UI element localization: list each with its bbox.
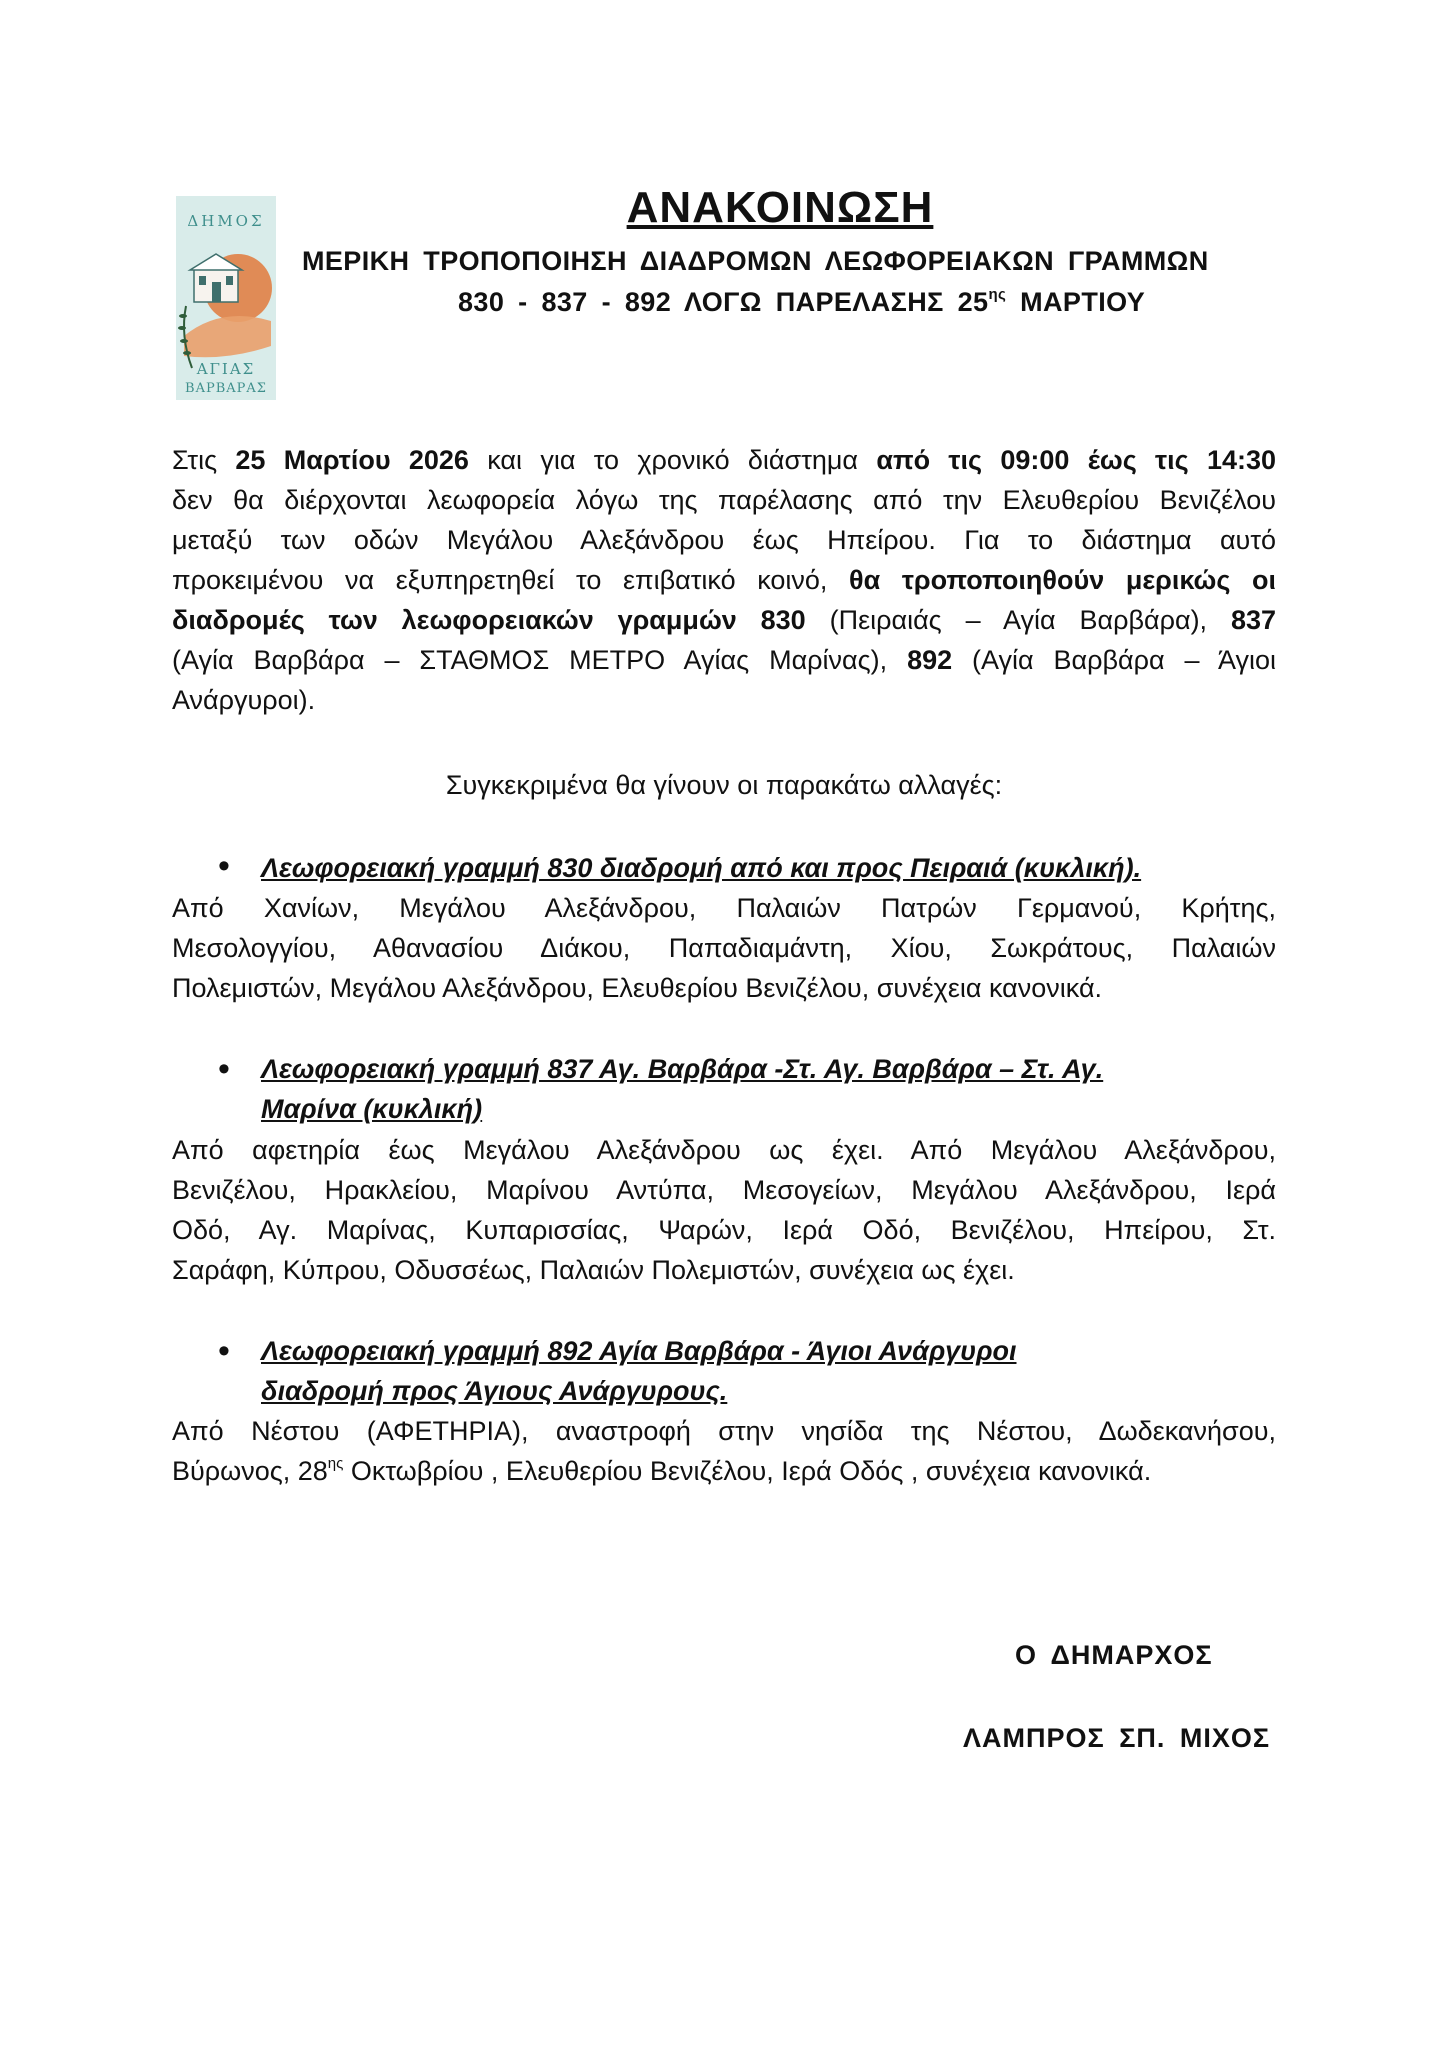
- route-line: Μεσολογγίου, Αθανασίου Διάκου, Παπαδιαμάντη, Χίου, Σωκράτους, Παλαιών: [172, 933, 1276, 963]
- route-892-heading-2: διαδρομή προς Άγιους Ανάργυρους.: [261, 1376, 728, 1406]
- subtitle-line-2-month: ΜΑΡΤΙΟΥ: [1006, 287, 1146, 317]
- route-line: Σαράφη, Κύπρου, Οδυσσέως, Παλαιών Πολεμιστών, συνέχεια ως έχει.: [172, 1255, 1015, 1285]
- route-number: 837: [1230, 605, 1277, 635]
- route-892-heading-1: Λεωφορειακή γραμμή 892 Αγία Βαρβάρα - Άγιοι Ανάργυροι: [261, 1336, 1017, 1366]
- intro-text: και για το χρονικό διάστημα: [468, 445, 877, 475]
- bullet-icon: •: [218, 1050, 230, 1088]
- route-text: Βύρωνος, 28: [172, 1456, 328, 1486]
- route-line: Από Νέστου (ΑΦΕΤΗΡΙΑ), αναστροφή στην νησίδα της Νέστου, Δωδεκανήσου,: [172, 1416, 1276, 1446]
- signature-role: Ο ΔΗΜΑΡΧΟΣ: [1015, 1640, 1213, 1670]
- intro-text: (Αγία Βαρβάρα – ΣΤΑΘΜΟΣ ΜΕΤΡΟ Αγίας Μαρίνας),: [172, 645, 908, 675]
- route-text: Οκτωβρίου , Ελευθερίου Βενιζέλου, Ιερά Οδός , συνέχεια κανονικά.: [343, 1456, 1152, 1486]
- route-number: 892: [907, 645, 953, 675]
- intro-text: Στις: [172, 445, 236, 475]
- subtitle-line-2-text: 830 - 837 - 892 ΛΟΓΩ ΠΑΡΕΛΑΣΗΣ 25: [458, 287, 989, 317]
- route-line: Βενιζέλου, Ηρακλείου, Μαρίνου Αντύπα, Μεσογείων, Μεγάλου Αλεξάνδρου, Ιερά: [172, 1175, 1276, 1205]
- date-text: 25 Μαρτίου 2026: [235, 445, 469, 475]
- route-830-heading: Λεωφορειακή γραμμή 830 διαδρομή από και προς Πειραιά (κυκλική).: [261, 853, 1142, 883]
- ordinal-superscript: ης: [327, 1455, 344, 1472]
- intro-line: μεταξύ των οδών Μεγάλου Αλεξάνδρου έως Ηπείρου. Για το διάστημα αυτό: [172, 525, 1276, 555]
- subtitle-line-1: ΜΕΡΙΚΗ ΤΡΟΠΟΠΟΙΗΣΗ ΔΙΑΔΡΟΜΩΝ ΛΕΩΦΟΡΕΙΑΚΩΝ ΓΡΑΜΜΩΝ: [302, 246, 1209, 276]
- subtitle-superscript: ης: [988, 286, 1007, 303]
- intro-paragraph: [172, 440, 1276, 720]
- route-830-details: [172, 888, 1276, 1008]
- route-line: [172, 1451, 1276, 1491]
- logo-bottom-text-1: ΑΓΙΑΣ: [196, 360, 256, 378]
- intro-text: (Πειραιάς – Αγία Βαρβάρα),: [805, 605, 1231, 635]
- route-892-details: [172, 1411, 1276, 1491]
- intro-text: (Αγία Βαρβάρα – Άγιοι: [952, 645, 1277, 675]
- route-line: Από Χανίων, Μεγάλου Αλεξάνδρου, Παλαιών Πατρών Γερμανού, Κρήτης,: [172, 893, 1276, 923]
- intro-line: [172, 600, 1276, 640]
- route-line: Οδό, Αγ. Μαρίνας, Κυπαρισσίας, Ψαρών, Ιερά Οδό, Βενιζέλου, Ηπείρου, Στ.: [172, 1215, 1276, 1245]
- time-range-text: από τις 09:00 έως τις 14:30: [876, 445, 1276, 475]
- intro-line: [172, 640, 1276, 680]
- route-line: Πολεμιστών, Μεγάλου Αλεξάνδρου, Ελευθερίου Βενιζέλου, συνέχεια κανονικά.: [172, 973, 1103, 1003]
- bullet-icon: •: [218, 847, 230, 885]
- subtitle-line-2: [458, 287, 1145, 318]
- intro-line: Ανάργυροι).: [172, 685, 316, 715]
- signature-name: ΛΑΜΠΡΟΣ ΣΠ. ΜΙΧΟΣ: [963, 1723, 1271, 1753]
- logo-top-text: ΔΗΜΟΣ: [187, 212, 265, 230]
- logo-bottom-text-2: ΒΑΡΒΑΡΑΣ: [185, 381, 267, 396]
- intro-line: [172, 440, 1276, 480]
- route-line: Από αφετηρία έως Μεγάλου Αλεξάνδρου ως έχει. Από Μεγάλου Αλεξάνδρου,: [172, 1135, 1276, 1165]
- route-837-heading-1: Λεωφορειακή γραμμή 837 Αγ. Βαρβάρα -Στ. Αγ. Βαρβάρα – Στ. Αγ.: [261, 1054, 1104, 1084]
- intro-bold-text: διαδρομές των λεωφορειακών γραμμών 830: [172, 605, 806, 635]
- changes-heading: Συγκεκριμένα θα γίνουν οι παρακάτω αλλαγές:: [445, 770, 1003, 800]
- intro-text: προκειμένου να εξυπηρετηθεί το επιβατικό κοινό,: [172, 565, 850, 595]
- intro-bold-text: θα τροποποιηθούν μερικώς οι: [849, 565, 1276, 595]
- intro-line: [172, 560, 1276, 600]
- route-837-heading-2: Μαρίνα (κυκλική): [261, 1094, 483, 1124]
- intro-line: δεν θα διέρχονται λεωφορεία λόγω της παρέλασης από την Ελευθερίου Βενιζέλου: [172, 485, 1276, 515]
- announcement-title: ΑΝΑΚΟΙΝΩΣΗ: [626, 183, 934, 232]
- bullet-icon: •: [218, 1332, 230, 1370]
- route-837-details: [172, 1130, 1276, 1290]
